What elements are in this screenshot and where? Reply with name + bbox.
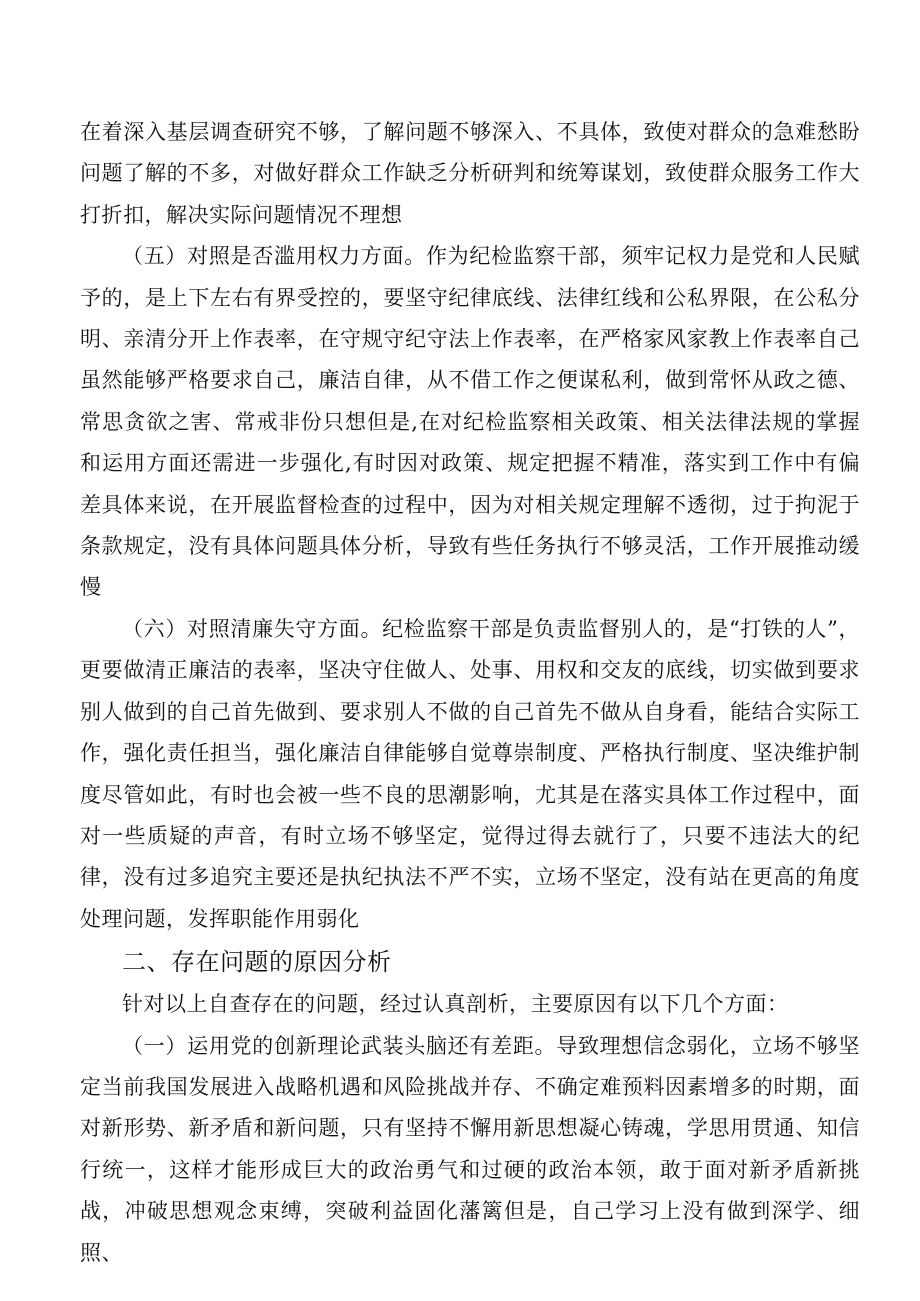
paragraph-cause-intro: 针对以上自查存在的问题，经过认真剖析，主要原因有以下几个方面： xyxy=(122,992,789,1017)
section-heading-cause-analysis xyxy=(80,940,860,984)
paragraph-abuse-of-power: （五）对照是否滥用权力方面。作为纪检监察干部，须牢记权力是党和人民赋予的，是上下左右有界受控的，要坚守纪律底线、法律红线和公私界限，在公私分明、亲清分开上作表率，在守规守纪守法上作表率，在严格家风家教上作表率自己虽然能够严格要求自己，廉洁自律，从不借工作之便谋私利，做到常怀从政之德、常思贪欲之害、常戒非份只想但是,在对纪检监察相关政策、相关法律法规的掌握和运用方面还需进一步强化,有时因对政策、规定把握不精准，落实到工作中有偏差具体来说，在开展监督检查的过程中，因为对相关规定理解不透彻，过于拘泥于条款规定，没有具体问题具体分析，导致有些任务执行不够灵活，工作开展推动缓慢 xyxy=(80,244,860,600)
paragraph-integrity: （六）对照清廉失守方面。纪检监察干部是负责监督别人的，是“打铁的人”，更要做清正廉洁的表率，坚决守住做人、处事、用权和交友的底线，切实做到要求别人做到的自己首先做到、要求别人不做的自己首先不做从自身看，能结合实际工作，强化责任担当，强化廉洁自律能够自觉尊崇制度、严格执行制度、坚决维护制度尽管如此，有时也会被一些不良的思潮影响，尤其是在落实具体工作过程中，面对一些质疑的声音，有时立场不够坚定，觉得过得去就行了，只要不违法大的纪律，没有过多追究主要还是执纪执法不严不实，立场不坚定，没有站在更高的角度处理问题，发挥职能作用弱化 xyxy=(80,616,860,931)
paragraph-continued-service-issues: 在着深入基层调查研究不够，了解问题不够深入、不具体，致使对群众的急难愁盼问题了解的不多，对做好群众工作缺乏分析研判和统筹谋划，致使群众服务工作大打折扣，解决实际问题情况不理想 xyxy=(80,120,860,227)
document-body xyxy=(80,112,860,1274)
section-heading-text: 二、存在问题的原因分析 xyxy=(122,948,392,977)
paragraph-cause-theory: （一）运用党的创新理论武装头脑还有差距。导致理想信念弱化，立场不够坚定当前我国发展进入战略机遇和风险挑战并存、不确定难预料因素增多的时期，面对新形势、新矛盾和新问题，只有坚持不懈用新思想凝心铸魂，学思用贯通、知信行统一，这样才能形成巨大的政治勇气和过硬的政治本领，敢于面对新矛盾新挑战，冲破思想观念束缚，突破利益固化藩篱但是，自己学习上没有做到深学、细照、 xyxy=(80,1033,860,1265)
